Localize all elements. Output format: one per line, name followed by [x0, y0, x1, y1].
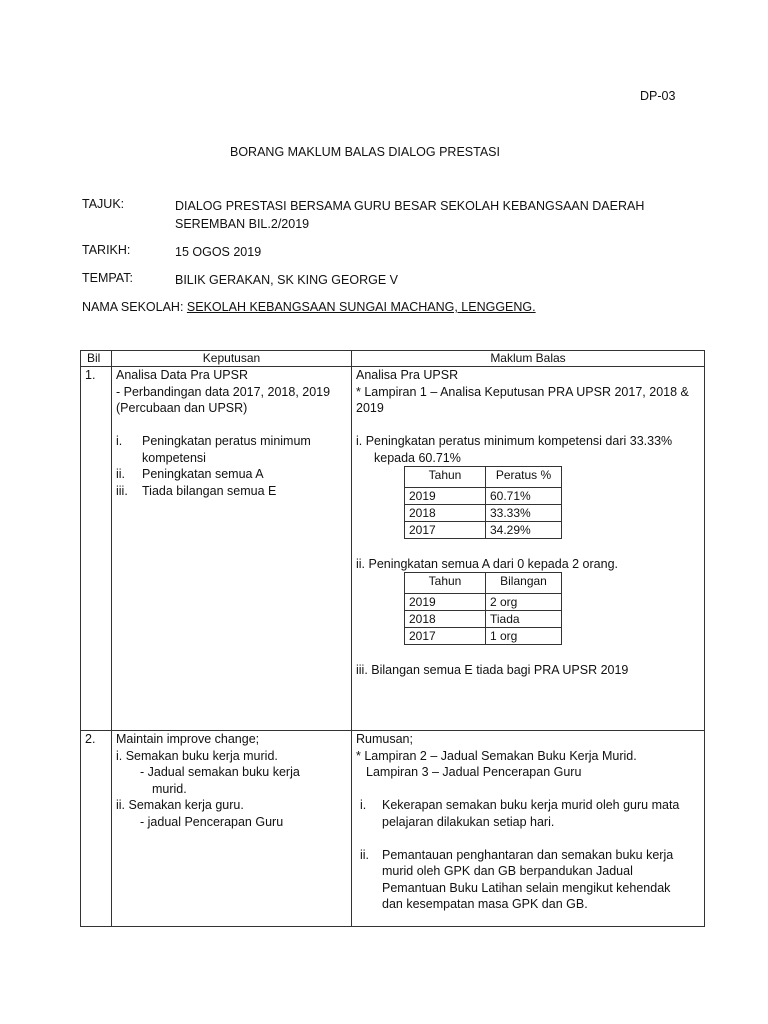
- sekolah-value: SEKOLAH KEBANGSAAN SUNGAI MACHANG, LENGGENG.: [186, 300, 536, 314]
- tajuk-label: TAJUK:: [82, 197, 125, 211]
- table-row: 2017 34.29%: [405, 522, 562, 539]
- row2-bil: 2.: [81, 731, 112, 927]
- mb-point-i: i. Peningkatan peratus minimum kompetensi dari 33.33%: [356, 434, 673, 448]
- kep-line: - Perbandingan data 2017, 2018, 2019: [116, 384, 331, 399]
- row1-maklum-balas: [352, 367, 705, 731]
- table-row: 2019 60.71%: [405, 488, 562, 505]
- list-item: i. Peningkatan peratus minimum kompetensi: [116, 434, 311, 465]
- tempat-label: TEMPAT:: [82, 271, 133, 285]
- tarikh-label: TARIKH:: [82, 243, 131, 257]
- table-row: 2018 Tiada: [405, 611, 562, 628]
- table-row: [81, 731, 705, 927]
- row1-bil: 1.: [81, 367, 112, 731]
- table-row: [81, 367, 705, 731]
- header-maklum-balas: Maklum Balas: [352, 351, 705, 367]
- kep-subline: - Jadual semakan buku kerja: [140, 765, 300, 779]
- kep-line: ii. Semakan kerja guru.: [116, 798, 244, 812]
- header-keputusan: Keputusan: [112, 351, 352, 367]
- bilangan-header-value: Bilangan: [486, 573, 562, 594]
- mb-point-ii: ii. Peningkatan semua A dari 0 kepada 2 orang.: [356, 556, 618, 571]
- kep-line: Analisa Data Pra UPSR: [116, 368, 249, 382]
- list-item: ii. Peningkatan semua A: [116, 467, 264, 481]
- table-row: 2017 1 org: [405, 628, 562, 645]
- kep-subline: murid.: [152, 781, 187, 796]
- list-item: i. Kekerapan semakan buku kerja murid oleh guru mata pelajaran dilakukan setiap hari.: [360, 798, 680, 829]
- bilangan-table: [404, 572, 562, 645]
- mb-lampiran: Lampiran 3 – Jadual Pencerapan Guru: [366, 765, 582, 779]
- feedback-table: [80, 350, 705, 927]
- row1-keputusan: [112, 367, 352, 731]
- mb-heading: Rumusan;: [356, 732, 413, 746]
- tarikh-value: 15 OGOS 2019: [175, 245, 262, 259]
- mb-lampiran: * Lampiran 1 – Analisa Keputusan PRA UPSR 2017, 2018 &: [356, 384, 689, 399]
- row2-keputusan: [112, 731, 352, 927]
- list-item: ii. Pemantauan penghantaran dan semakan buku kerja murid oleh GPK dan GB berpandukan Jadual Pemantuan Buku Latihan selain mengikut kehendak dan kesempatan masa GPK dan GB.: [360, 847, 674, 911]
- peratus-header-value: Peratus %: [486, 467, 562, 488]
- tajuk-line2: SEREMBAN BIL.2/2019: [175, 217, 310, 231]
- bilangan-header-tahun: Tahun: [405, 573, 486, 594]
- table-row: 2018 33.33%: [405, 505, 562, 522]
- kep-line: i. Semakan buku kerja murid.: [116, 748, 278, 763]
- row2-maklum-balas: [352, 731, 705, 927]
- kep-subline: - jadual Pencerapan Guru: [140, 814, 284, 829]
- tempat-value: BILIK GERAKAN, SK KING GEORGE V: [175, 273, 398, 287]
- mb-lampiran: 2019: [356, 401, 384, 415]
- sekolah-label: NAMA SEKOLAH:: [82, 300, 184, 314]
- list-item: iii. Tiada bilangan semua E: [116, 483, 277, 498]
- header-bil: Bil: [81, 351, 112, 367]
- tajuk-line1: DIALOG PRESTASI BERSAMA GURU BESAR SEKOLAH KEBANGSAAN DAERAH: [175, 199, 645, 213]
- meta-sekolah: [82, 300, 536, 314]
- kep-line: (Percubaan dan UPSR): [116, 401, 248, 415]
- peratus-table: [404, 466, 562, 539]
- mb-lampiran: * Lampiran 2 – Jadual Semakan Buku Kerja Murid.: [356, 748, 637, 763]
- document-code: DP-03: [640, 89, 676, 103]
- mb-point-iii: iii. Bilangan semua E tiada bagi PRA UPSR 2019: [356, 662, 629, 677]
- mb-heading: Analisa Pra UPSR: [356, 368, 459, 382]
- mb-point-i-cont: kepada 60.71%: [374, 450, 461, 465]
- table-header-row: [81, 351, 705, 367]
- table-row: 2019 2 org: [405, 594, 562, 611]
- kep-line: Maintain improve change;: [116, 732, 260, 746]
- peratus-header-tahun: Tahun: [405, 467, 486, 488]
- tajuk-value: [175, 197, 644, 233]
- document-title: BORANG MAKLUM BALAS DIALOG PRESTASI: [230, 145, 500, 159]
